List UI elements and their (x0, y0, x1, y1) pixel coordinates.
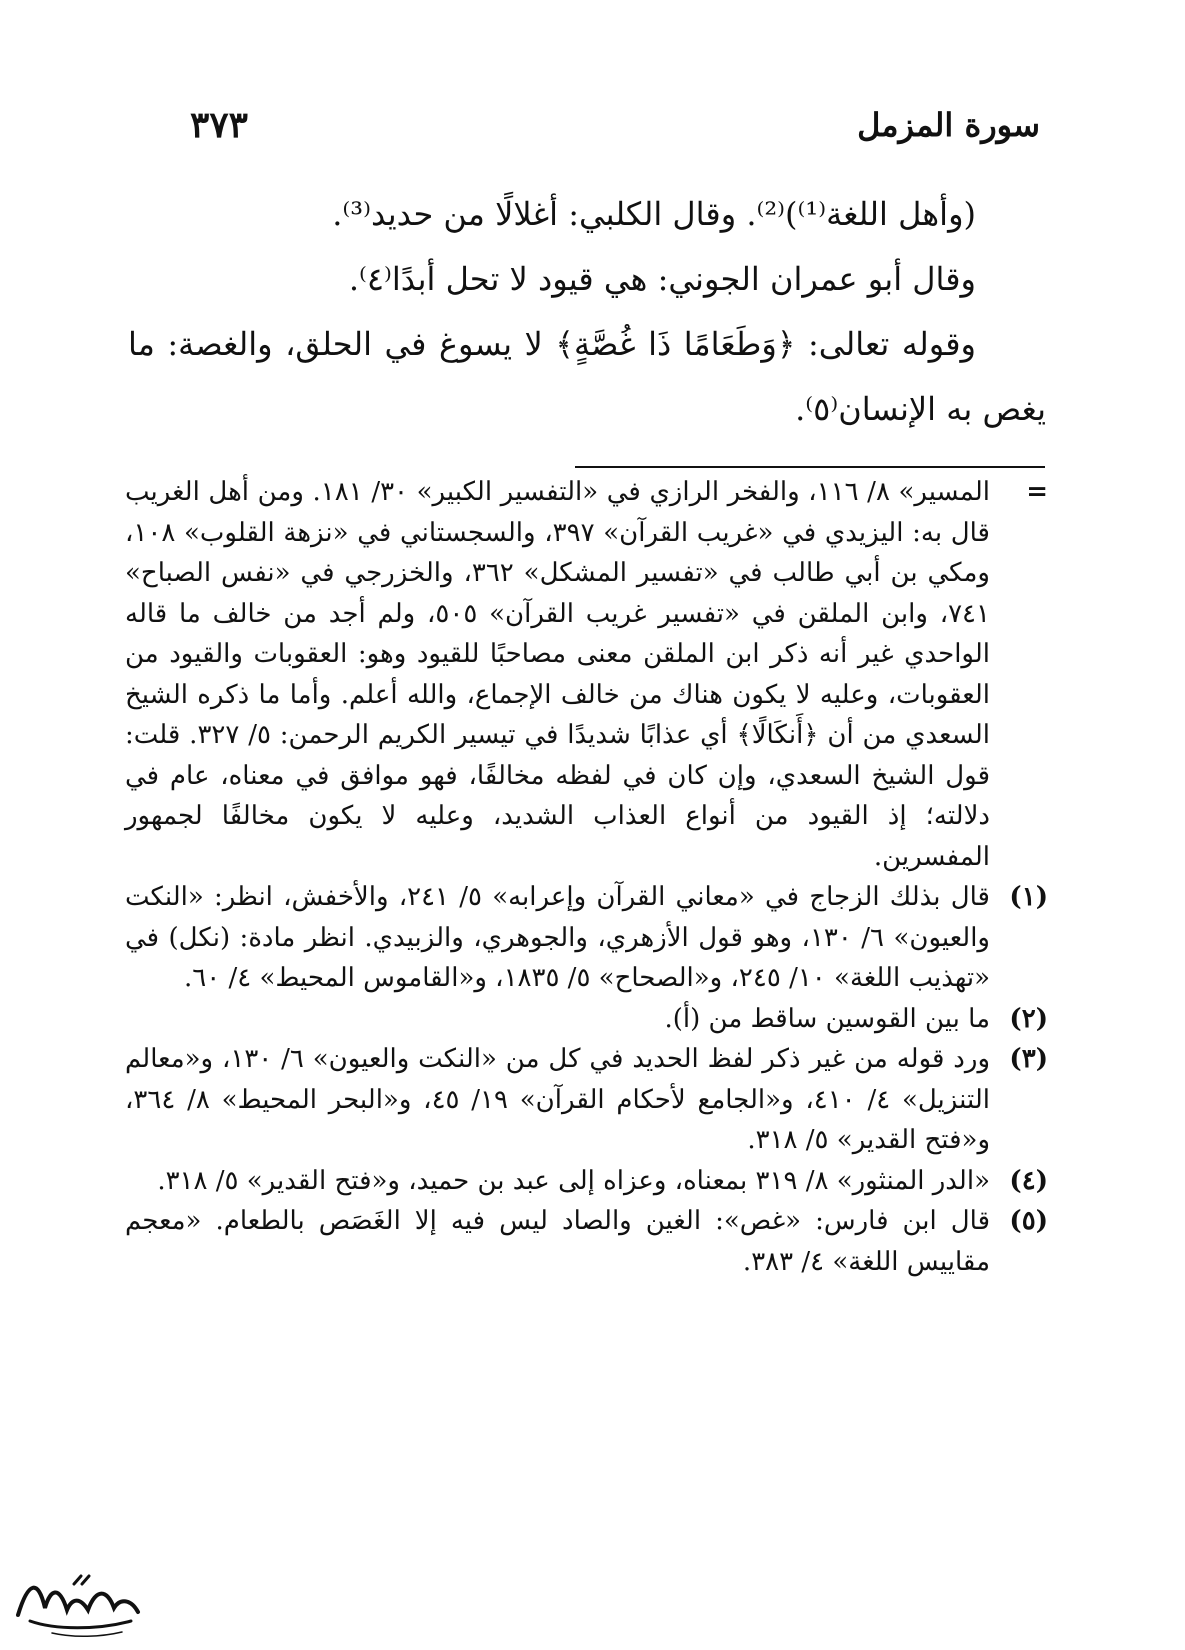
footnote-4 (125, 1161, 1050, 1202)
watermark-logo (10, 1560, 145, 1642)
footnote-continuation (125, 472, 1050, 877)
footnote-text: قال ابن فارس: «غص»: الغين والصاد ليس فيه إلا الغَصَص بالطعام. «معجم مقاييس اللغة» ٤/ ٣٨٣. (125, 1206, 990, 1277)
main-line-1: (وأهل اللغة⁽¹⁾)⁽²⁾. وقال الكلبي: أغلالًا من حديد⁽³⁾. (332, 195, 976, 233)
footnote-1 (125, 877, 1050, 999)
footnote-number: (٢) (1009, 1003, 1048, 1034)
footnote-separator (575, 466, 1045, 468)
continuation-marker: = (1026, 477, 1048, 507)
footnote-5 (125, 1201, 1050, 1282)
footnotes (125, 472, 1050, 1282)
footnote-text: ورد قوله من غير ذكر لفظ الحديد في كل من «النكت والعيون» ٦/ ١٣٠، و«معالم التنزيل» ٤/ ٤١٠، و«الجامع لأحكام القرآن» ١٩/ ٤٥، و«البحر المحيط» ٨/ ٣٦٤، و«فتح القدير» ٥/ ٣١٨. (125, 1044, 990, 1155)
main-line-2: وقال أبو عمران الجوني: هي قيود لا تحل أبدًا⁽٤⁾. (348, 260, 976, 298)
footnote-text: «الدر المنثور» ٨/ ٣١٩ بمعناه، وعزاه إلى عبد بن حميد، و«فتح القدير» ٥/ ٣١٨. (157, 1165, 990, 1196)
footnote-text: ما بين القوسين ساقط من (أ). (664, 1003, 990, 1034)
page-header (190, 95, 1040, 155)
surah-title: سورة المزمل (857, 106, 1040, 144)
page-number: ٣٧٣ (190, 104, 249, 146)
footnote-text: قال بذلك الزجاج في «معاني القرآن وإعرابه» ٥/ ٢٤١، والأخفش، انظر: «النكت والعيون» ٦/ ١٣٠، وهو قول الأزهري، والجوهري، والزبيدي. انظر مادة: (نكل) في «تهذيب اللغة» ١٠/ ٢٤٥، و«الصحاح» ٥/ ١٨٣٥، و«القاموس المحيط» ٤/ ٦٠. (125, 882, 990, 993)
footnote-2 (125, 999, 1050, 1040)
footnote-number: (٥) (1009, 1206, 1048, 1236)
footnote-number: (١) (1009, 882, 1048, 912)
footnote-number: (٤) (1009, 1165, 1048, 1196)
main-line-3: وقوله تعالى: ﴿وَطَعَامًا ذَا غُصَّةٍ﴾ لا يسوغ في الحلق، والغصة: ما يغص به الإنسان⁽٥⁾. (128, 325, 1046, 428)
continuation-text: المسير» ٨/ ١١٦، والفخر الرازي في «التفسير الكبير» ٣٠/ ١٨١. ومن أهل الغريب قال به: اليزيدي في «غريب القرآن» ٣٩٧، والسجستاني في «نزهة القلوب» ١٠٨، ومكي بن أبي طالب في «تفسير المشكل» ٣٦٢، والخزرجي في «نفس الصباح» ٧٤١، وابن الملقن في «تفسير غريب القرآن» ٥٠٥، ولم أجد من خالف ما قاله الواحدي غير أنه ذكر ابن الملقن معنى مصاحبًا للقيود وهو: العقوبات والقيود من العقوبات، وعليه لا يكون هناك من خالف الإجماع، والله أعلم. وأما ما ذكره الشيخ السعدي من أن ﴿أَنكَالًا﴾ أي عذابًا شديدًا في تيسير الكريم الرحمن: ٥/ ٣٢٧. قلت: قول الشيخ السعدي، وإن كان في لفظه مخالفًا، فهو موافق في معناه، عام في دلالته؛ إذ القيود من أنواع العذاب الشديد، وعليه لا يكون مخالفًا لجمهور المفسرين. (125, 477, 990, 872)
footnote-3 (125, 1039, 1050, 1161)
footnote-number: (٣) (1009, 1044, 1048, 1074)
main-text (128, 182, 1046, 442)
